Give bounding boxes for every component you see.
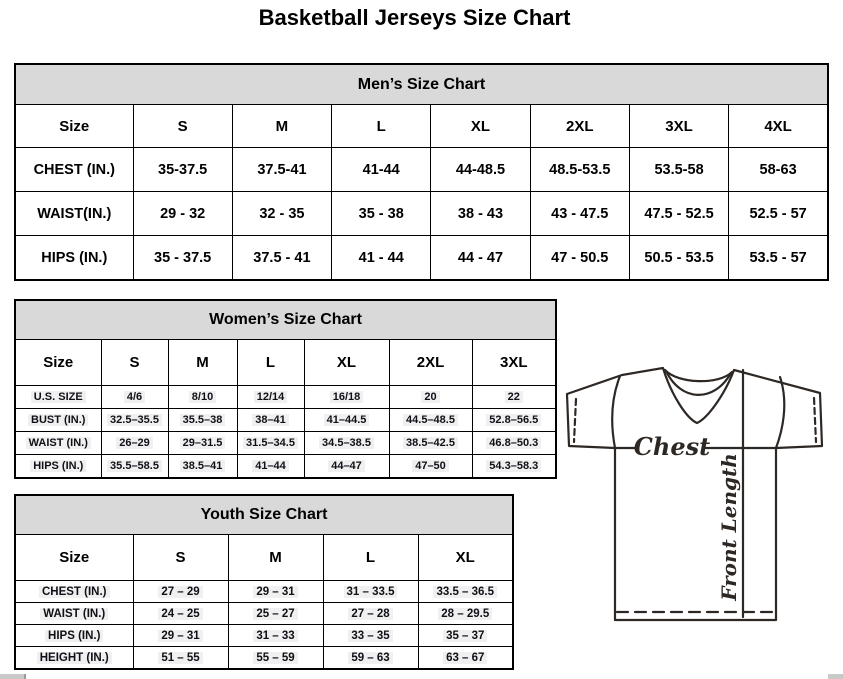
right-armhole-seam: [776, 377, 784, 448]
womens-row-waist: [15, 432, 556, 455]
cell: 31 – 33.5: [323, 581, 418, 603]
womens-row-bust: [15, 409, 556, 432]
collar-inner-arc-2: [666, 371, 731, 395]
mens-col-2xl: 2XL: [530, 105, 629, 148]
cell: 54.3–58.3: [472, 455, 556, 479]
cell: 44.5–48.5: [389, 409, 472, 432]
row-label: CHEST (IN.): [15, 581, 133, 603]
row-label: BUST (IN.): [15, 409, 101, 432]
mens-col-l: L: [332, 105, 431, 148]
cell: 41-44: [332, 148, 431, 192]
womens-row-hips: [15, 455, 556, 479]
youth-col-size: Size: [15, 535, 133, 581]
cell: 32 - 35: [232, 192, 331, 236]
cell: 41–44.5: [304, 409, 389, 432]
cell: 16/18: [304, 386, 389, 409]
front-length-label: Front Length: [717, 453, 741, 601]
mens-table-title: Men’s Size Chart: [15, 64, 828, 105]
cell: 25 – 27: [228, 603, 323, 625]
mens-col-3xl: 3XL: [629, 105, 728, 148]
cell: 27 – 28: [323, 603, 418, 625]
cell: 29 - 32: [133, 192, 232, 236]
cell: 53.5 - 57: [729, 236, 828, 281]
cell: 51 – 55: [133, 647, 228, 670]
cell: 41–44: [237, 455, 304, 479]
row-label: HIPS (IN.): [15, 455, 101, 479]
cell: 44 - 47: [431, 236, 530, 281]
cell: 47 - 50.5: [530, 236, 629, 281]
mens-col-s: S: [133, 105, 232, 148]
cell: 29 – 31: [133, 625, 228, 647]
cell: 26–29: [101, 432, 168, 455]
cell: 29–31.5: [168, 432, 237, 455]
cell: 12/14: [237, 386, 304, 409]
youth-col-l: L: [323, 535, 418, 581]
cell: 43 - 47.5: [530, 192, 629, 236]
cell: 55 – 59: [228, 647, 323, 670]
womens-header-row: [15, 340, 556, 386]
cell: 38 - 43: [431, 192, 530, 236]
youth-row-height: [15, 647, 513, 670]
mens-col-xl: XL: [431, 105, 530, 148]
cell: 35.5–38: [168, 409, 237, 432]
youth-table-title: Youth Size Chart: [15, 495, 513, 535]
youth-row-chest: [15, 581, 513, 603]
cell: 41 - 44: [332, 236, 431, 281]
cell: 35 - 37.5: [133, 236, 232, 281]
cell: 29 – 31: [228, 581, 323, 603]
cell: 31.5–34.5: [237, 432, 304, 455]
cell: 22: [472, 386, 556, 409]
jersey-measurement-diagram: [558, 362, 840, 628]
womens-col-size: Size: [15, 340, 101, 386]
cell: 44-48.5: [431, 148, 530, 192]
youth-row-hips: [15, 625, 513, 647]
womens-col-l: L: [237, 340, 304, 386]
womens-col-2xl: 2XL: [389, 340, 472, 386]
mens-col-size: Size: [15, 105, 133, 148]
horizontal-scrollbar-left-stub[interactable]: [0, 674, 26, 679]
womens-size-table: [14, 299, 557, 479]
row-label: HIPS (IN.): [15, 236, 133, 281]
row-label: HEIGHT (IN.): [15, 647, 133, 670]
cell: 33.5 – 36.5: [418, 581, 513, 603]
youth-col-s: S: [133, 535, 228, 581]
cell: 38.5–41: [168, 455, 237, 479]
mens-col-4xl: 4XL: [729, 105, 828, 148]
row-label: WAIST (IN.): [15, 432, 101, 455]
mens-header-row: [15, 105, 828, 148]
cell: 46.8–50.3: [472, 432, 556, 455]
chest-label: Chest: [633, 432, 711, 461]
row-label: HIPS (IN.): [15, 625, 133, 647]
cell: 4/6: [101, 386, 168, 409]
cell: 58-63: [729, 148, 828, 192]
cell: 31 – 33: [228, 625, 323, 647]
cell: 44–47: [304, 455, 389, 479]
youth-size-table: [14, 494, 514, 670]
mens-row-waist: [15, 192, 828, 236]
cell: 35 - 38: [332, 192, 431, 236]
right-cuff-dashed-line: [814, 398, 816, 442]
womens-col-xl: XL: [304, 340, 389, 386]
cell: 28 – 29.5: [418, 603, 513, 625]
cell: 48.5-53.5: [530, 148, 629, 192]
cell: 47–50: [389, 455, 472, 479]
womens-col-3xl: 3XL: [472, 340, 556, 386]
cell: 33 – 35: [323, 625, 418, 647]
cell: 24 – 25: [133, 603, 228, 625]
cell: 53.5-58: [629, 148, 728, 192]
cell: 35-37.5: [133, 148, 232, 192]
cell: 27 – 29: [133, 581, 228, 603]
page-title: Basketball Jerseys Size Chart: [258, 5, 571, 30]
cell: 59 – 63: [323, 647, 418, 670]
mens-row-hips: [15, 236, 828, 281]
womens-table-title: Women’s Size Chart: [15, 300, 556, 340]
mens-size-table: [14, 63, 829, 281]
cell: 35 – 37: [418, 625, 513, 647]
womens-col-m: M: [168, 340, 237, 386]
cell: 38–41: [237, 409, 304, 432]
row-label: WAIST (IN.): [15, 603, 133, 625]
cell: 52.5 - 57: [729, 192, 828, 236]
cell: 8/10: [168, 386, 237, 409]
cell: 50.5 - 53.5: [629, 236, 728, 281]
row-label: CHEST (IN.): [15, 148, 133, 192]
youth-col-m: M: [228, 535, 323, 581]
mens-col-m: M: [232, 105, 331, 148]
womens-row-us-size: [15, 386, 556, 409]
youth-col-xl: XL: [418, 535, 513, 581]
row-label: U.S. SIZE: [15, 386, 101, 409]
cell: 35.5–58.5: [101, 455, 168, 479]
collar-inner-arc-1: [665, 370, 732, 381]
cell: 32.5–35.5: [101, 409, 168, 432]
cell: 20: [389, 386, 472, 409]
cell: 63 – 67: [418, 647, 513, 670]
youth-header-row: [15, 535, 513, 581]
horizontal-scrollbar-right-stub[interactable]: [828, 674, 843, 679]
left-cuff-dashed-line: [574, 399, 576, 442]
womens-col-s: S: [101, 340, 168, 386]
cell: 52.8–56.5: [472, 409, 556, 432]
cell: 37.5-41: [232, 148, 331, 192]
cell: 34.5–38.5: [304, 432, 389, 455]
left-armhole-seam: [612, 376, 620, 448]
row-label: WAIST(IN.): [15, 192, 133, 236]
cell: 47.5 - 52.5: [629, 192, 728, 236]
cell: 38.5–42.5: [389, 432, 472, 455]
mens-row-chest: [15, 148, 828, 192]
cell: 37.5 - 41: [232, 236, 331, 281]
youth-row-waist: [15, 603, 513, 625]
